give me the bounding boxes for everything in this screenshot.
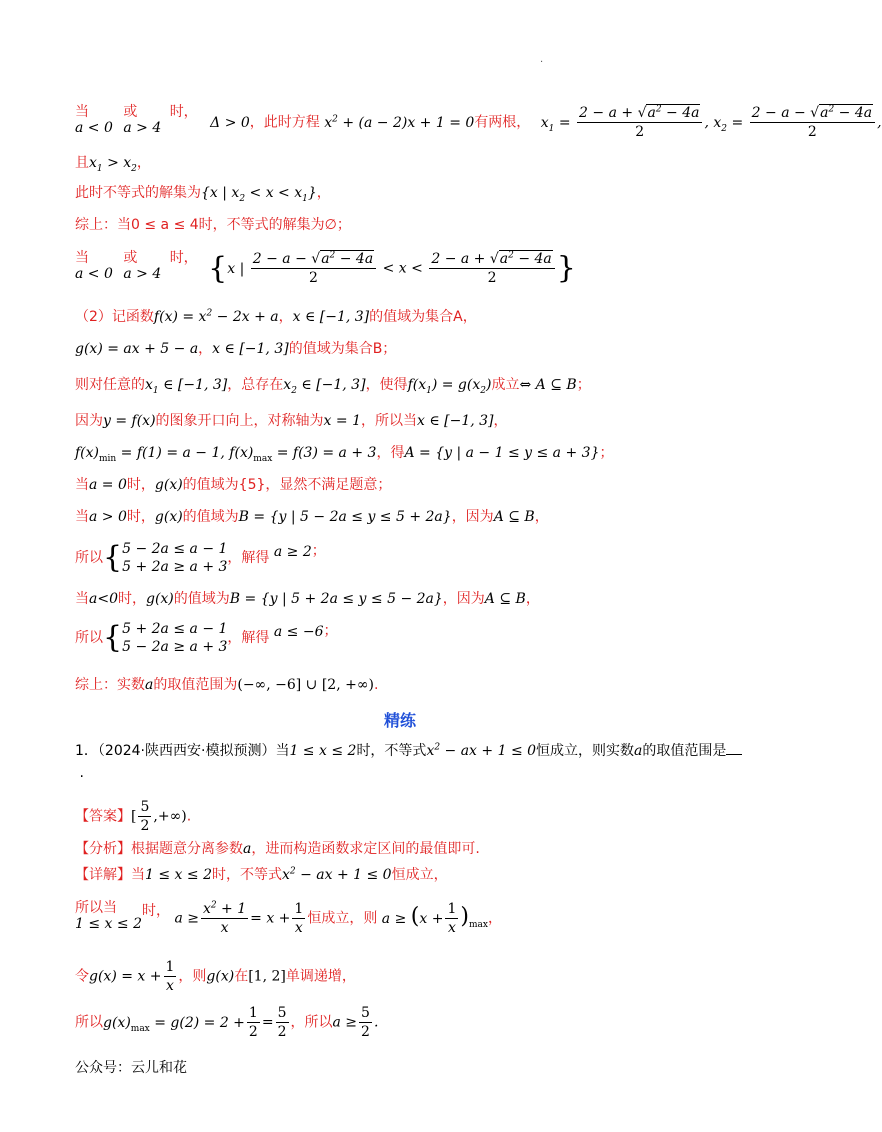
solution-line-1: 当 a < 0 或 a > 4 时， Δ > 0，此时方程 $x^2 + (a - 2)x + 1 = 0$有两根， $x_1$ = $\frac{2 - a + √a^2 - 4a}{2}$ , $x_2$ = $\frac{2 - a - √a^2 - 4a}{2}$ ,: [75, 104, 882, 140]
solution-line-8: 则对任意的$x_1$ ∈ [−1, 3]，总存在$x_2$ ∈ [−1, 3]，使得$f(x_1) = g(x_2)$成立⇔ A ⊆ B；: [75, 377, 591, 396]
detail-line-3: 令g(x) = x + $\frac{1}{x}$ ，则g(x)在[1, 2]单调递增，: [75, 959, 356, 994]
solution-line-12: 当a > 0时，g(x)的值域为B = {y | 5 − 2a ≤ y ≤ 5 + 2a}，因为A ⊆ B，: [75, 509, 549, 525]
detail-line-2: 所以当 1 ≤ x ≤ 2 时， a ≥ $\frac{x^2 + 1}{x}$ = x + $\frac{1}{x}$ 恒成立，则 a ≥ (x + $\frac{1}{x}$ )$_{max}$，: [75, 900, 502, 936]
footer-credit: 公众号：云儿和花: [75, 1060, 187, 1076]
solution-line-3: 此时不等式的解集为{x | $x_2 < x < x_1$}，: [75, 185, 331, 204]
solution-line-13: 所以{ 5 − 2a ≤ a − 1 5 + 2a ≥ a + 3 ，解得 a ≥ 2 ；: [75, 540, 326, 575]
problem-period: .: [75, 765, 84, 781]
solution-line-10: $f(x)_{min} = f(1) = a - 1$, $f(x)_{max} = f(3) = a + 3$，得A = {y | a − 1 ≤ y ≤ a + 3}；: [75, 445, 614, 464]
solution-line-4: 综上：当0 ≤ a ≤ 4时，不等式的解集为∅；: [75, 217, 351, 233]
solution-line-5: 当 a < 0 或 a > 4 时， {x | $\frac{2 - a - √a^2 - 4a}{2}$ < x < $\frac{2 - a + √a^2 - 4a}{2}$ }: [75, 250, 576, 286]
section-heading: 精练: [383, 711, 416, 730]
solution-line-14: 当a<0时，g(x)的值域为B = {y | 5 + 2a ≤ y ≤ 5 − 2a}，因为A ⊆ B，: [75, 591, 540, 607]
solution-line-9: 因为y = f(x)的图象开口向上，对称轴为x = 1，所以当x ∈ [−1, 3]，: [75, 413, 508, 429]
top-mark: ·: [540, 57, 544, 68]
detail-line-4: 所以$g(x)_{max} = g(2) = 2$ + $\frac{1}{2}$ = $\frac{5}{2}$ ，所以a ≥ $\frac{5}{2}$ .: [75, 1005, 379, 1040]
answer-blank: [726, 754, 742, 755]
solution-line-7: g(x) = ax + 5 − a，x ∈ [−1, 3]的值域为集合B；: [75, 341, 397, 357]
detail-line-1: 【详解】当1 ≤ x ≤ 2时，不等式$x^2$ − ax + 1 ≤ 0恒成立，: [75, 866, 448, 883]
answer-line: 【答案】[ $\frac{5}{2}$ ,+∞).: [75, 799, 192, 834]
solution-line-11: 当a = 0时，g(x)的值域为{5}，显然不满足题意；: [75, 477, 392, 493]
solution-line-6: （2）记函数$f(x) = x^2 - 2x + a$，x ∈ [−1, 3]的值域为集合A，: [75, 308, 477, 325]
analysis-line: 【分析】根据题意分离参数a，进而构造函数求定区间的最值即可.: [75, 841, 480, 857]
solution-line-2: 且$x_1 > x_2$，: [75, 155, 151, 174]
solution-line-16: 综上：实数a的取值范围为(−∞, −6] ∪ [2, +∞).: [75, 677, 379, 693]
solution-line-15: 所以{ 5 + 2a ≤ a − 1 5 − 2a ≥ a + 3 ，解得 a ≤ −6 ；: [75, 620, 338, 655]
problem-statement: 1．（2024·陕西西安·模拟预测）当1 ≤ x ≤ 2时，不等式$x^2$ − ax + 1 ≤ 0恒成立，则实数a的取值范围是: [75, 740, 742, 762]
